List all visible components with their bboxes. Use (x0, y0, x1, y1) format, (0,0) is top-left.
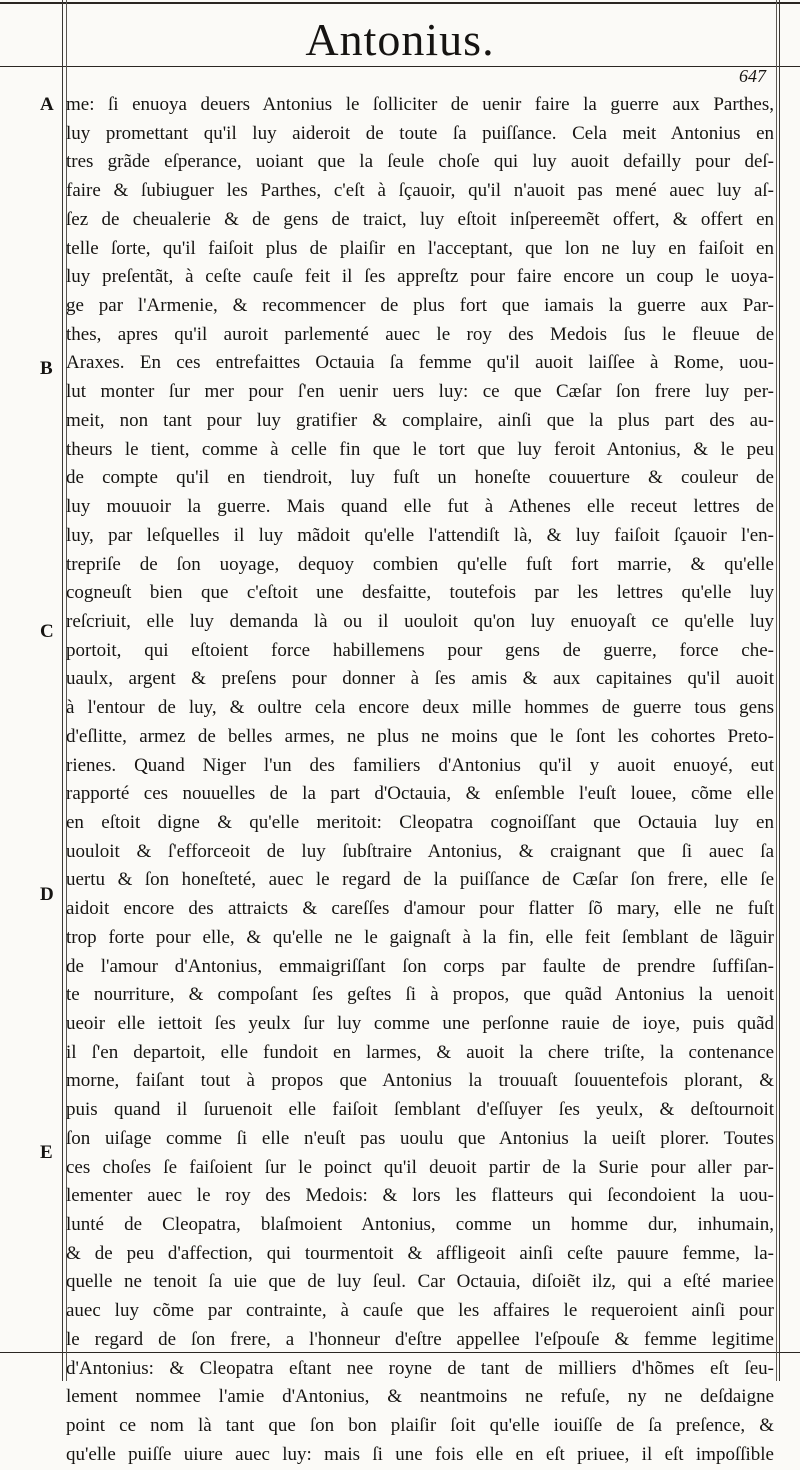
text-line: & de peu d'affection, qui tourmentoit & affligeoit ainſi ceſte pauure femme, la- (66, 1242, 774, 1264)
left-margin-rule (62, 0, 63, 1381)
text-line: d'Antonius: & Cleopatra eſtant nee royne de tant de milliers d'hõmes eſt ſeu- (66, 1357, 774, 1379)
right-margin-rule (779, 0, 780, 1381)
text-line: faire & ſubiuguer les Parthes, c'eſt à ſçauoir, qu'il n'auoit pas mené auec luy aſ- (66, 180, 774, 202)
text-line: lement nommee l'amie d'Antonius, & neantmoins ne refuſe, ny ne deſdaigne (66, 1386, 774, 1408)
text-line: Araxes. En ces entrefaittes Octauia ſa femme qu'il auoit laiſſee à Rome, uou- (66, 352, 774, 374)
margin-letter-e: E (40, 1142, 53, 1163)
text-line: à l'entour de luy, & oultre cela encore deux mille hommes de guerre tous gens (66, 697, 774, 719)
text-line: auec luy cõme par contrainte, à cauſe que les affaires le requeroient ainſi pour (66, 1300, 774, 1322)
top-border-rule (0, 2, 800, 4)
text-line: ueoir elle iettoit ſes yeulx ſur luy comme une perſonne rauie de ioye, puis quãd (66, 1013, 774, 1034)
text-line: il ſ'en departoit, elle fundoit en larmes, & auoit la chere triſte, la contenance (66, 1041, 774, 1063)
text-line: lunté de Cleopatra, blaſmoient Antonius, comme un homme dur, inhumain, (66, 1214, 774, 1236)
margin-letter-c: C (40, 621, 54, 642)
text-line: trepriſe de ſon uoyage, dequoy combien qu'elle fuſt fort marrie, & qu'elle (66, 553, 774, 575)
text-line: uouloit & ſ'efforceoit de luy ſubſtraire Antonius, & craignant que ſi auec ſa (66, 840, 774, 862)
text-line: reſcriuit, elle luy demanda là ou il uouloit qu'on luy enuoyaſt ce qu'elle luy (66, 610, 774, 632)
text-line: de compte qu'il en tiendroit, luy fuſt un honeſte couuerture & couleur de (66, 467, 774, 489)
text-line: uertu & ſon honeſteté, auec le regard de la puiſſance de Cæſar ſon frere, elle ſe (66, 869, 774, 891)
text-line: cogneuſt bien que c'eſtoit une desfaitte, toutefois par les lettres qu'elle luy (66, 582, 774, 604)
text-line: thes, apres qu'il auroit parlementé auec le roy des Medois ſus le fleuue de (66, 323, 774, 345)
text-line: te nourriture, & compoſant ſes geſtes ſi à propos, que quãd Antonius la uenoit (66, 984, 774, 1006)
text-line: rapporté ces nouuelles de la part d'Octauia, & enſemble l'euſt louee, cõme elle (66, 783, 774, 805)
page-number: 647 (739, 66, 766, 86)
text-line: rienes. Quand Niger l'un des familiers d'Antonius qu'il y auoit enuoyé, eut (66, 754, 774, 776)
text-line: lementer auec le roy des Medois: & lors les flatteurs qui ſecondoient la uou- (66, 1185, 774, 1207)
text-line: luy mouuoir la guerre. Mais quand elle fut à Athenes elle receut lettres de (66, 496, 774, 518)
text-line: ge par l'Armenie, & recommencer de plus fort que iamais la guerre aux Par- (66, 295, 774, 317)
text-line: d'eſlitte, armez de belles armes, ne plus ne moins que le ſont les cohortes Preto- (66, 725, 774, 747)
right-margin-rule-inner (776, 0, 777, 1381)
text-line: luy promettant qu'il luy aideroit de toute ſa puiſſance. Cela meit Antonius en (66, 122, 774, 144)
text-line: puis quand il ſuruenoit elle faiſoit ſemblant d'eſſuyer ſes yeulx, & deſtournoit (66, 1099, 774, 1121)
header-rule (0, 66, 800, 67)
text-line: en eſtoit digne & qu'elle meritoit: Cleopatra cognoiſſant que Octauia luy en (66, 811, 774, 833)
text-line: portoit, qui eſtoient force habillemens pour gens de guerre, force che- (66, 639, 774, 661)
margin-letter-b: B (40, 358, 53, 379)
text-line: luy preſentãt, à ceſte cauſe feit il ſes appreſtz pour faire encore un coup le uoya- (66, 266, 774, 288)
text-line: qu'elle puiſſe uiure auec luy: mais ſi une fois elle en eſt priuee, il eſt impoſſible (66, 1443, 774, 1465)
text-line: aidoit encore des attraicts & careſſes d'amour pour flatter ſõ mary, elle ne fuſt (66, 898, 774, 920)
text-line: morne, faiſant tout à propos que Antonius la trouuaſt ſouuentefois plorant, & (66, 1070, 774, 1092)
text-line: uaulx, argent & preſens pour donner à ſes amis & aux capitaines qu'il auoit (66, 668, 774, 690)
text-line: theurs le tient, comme à celle fin que le tort que luy feroit Antonius, & le peu (66, 438, 774, 460)
text-line: quelle ne tenoit ſa uie que de luy ſeul. Car Octauia, diſoiẽt ilz, qui a eſté mariee (66, 1271, 774, 1293)
text-line: point ce nom là tant que ſon bon plaiſir ſoit qu'elle iouiſſe de ſa preſence, & (66, 1415, 774, 1437)
running-title: Antonius. (305, 14, 495, 65)
text-line: meit, non tant pour luy gratifier & complaire, ainſi que la plus part des au- (66, 409, 774, 431)
text-line: ſon uiſage comme ſi elle n'euſt pas uoulu que Antonius la ueiſt plorer. Toutes (66, 1127, 774, 1149)
text-line: ſez de cheualerie & de gens de traict, luy eſtoit inſpereemẽt offert, & offert en (66, 208, 774, 230)
text-line: le regard de ſon frere, a l'honneur d'eſtre appellee l'eſpouſe & femme legitime (66, 1328, 774, 1350)
margin-letter-d: D (40, 884, 54, 905)
text-line: de l'amour d'Antonius, emmaigriſſant ſon corps par faulte de prendre ſuffiſan- (66, 955, 774, 977)
text-line: lut monter ſur mer pour ſ'en uenir uers luy: ce que Cæſar ſon frere luy per- (66, 381, 774, 403)
text-line: tres grãde eſperance, uoiant que la ſeule choſe qui luy auoit defailly pour deſ- (66, 151, 774, 173)
text-line: me: ſi enuoya deuers Antonius le ſolliciter de uenir faire la guerre aux Parthes, (66, 94, 774, 115)
text-line: trop forte pour elle, & qu'elle ne le gaignaſt à la fin, elle feit ſemblant de lãguir (66, 926, 774, 948)
margin-letter-a: A (40, 94, 54, 115)
text-line: telle ſorte, qu'il faiſoit plus de plaiſir en l'acceptant, que lon ne luy en faiſoit en (66, 237, 774, 259)
text-line: luy, par leſquelles il luy mãdoit qu'elle l'attendiſt là, & luy faiſoit ſçauoir l'en- (66, 524, 774, 546)
text-line: ces choſes ſe faiſoient ſur le poinct qu'il deuoit partir de la Surie pour aller par- (66, 1156, 774, 1178)
body-text (66, 91, 774, 1470)
